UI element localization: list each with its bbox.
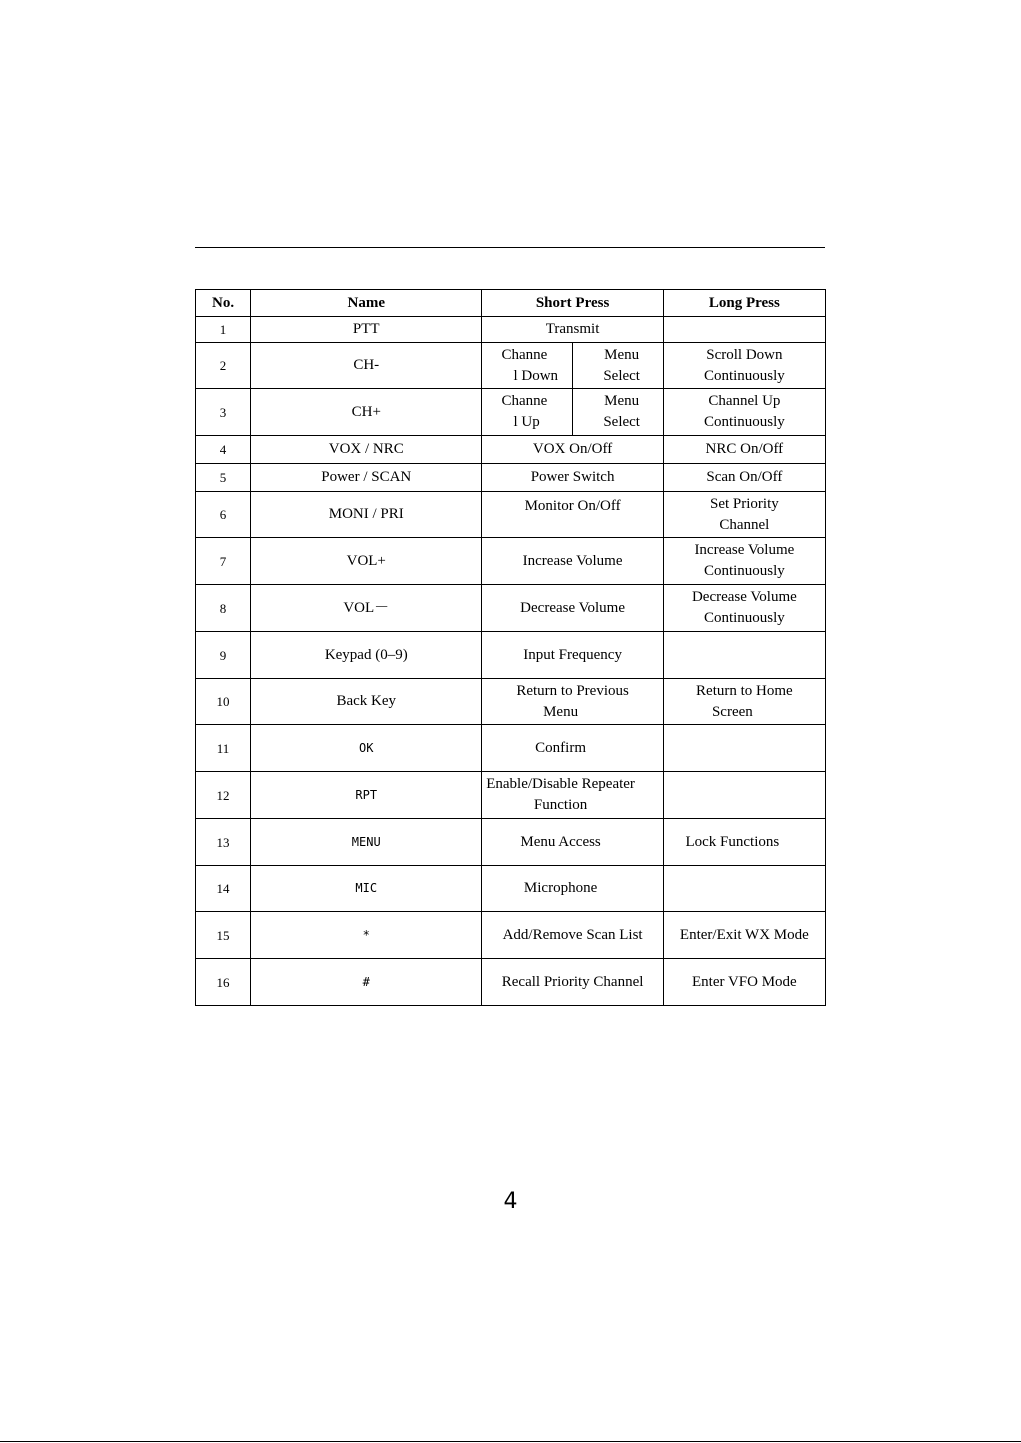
row-short-press: Transmit bbox=[482, 317, 663, 343]
cell-line: Menu bbox=[604, 393, 640, 409]
cell-line: l Down bbox=[513, 367, 559, 384]
row-long-press bbox=[663, 632, 825, 679]
cell-line: Return to Previous bbox=[516, 682, 629, 699]
table-row bbox=[196, 725, 826, 772]
table-row bbox=[196, 679, 826, 725]
row-short-press-b bbox=[572, 389, 663, 436]
cell-line: Channel bbox=[719, 516, 770, 533]
row-name: MONI / PRI bbox=[251, 492, 482, 538]
cell-line: Function bbox=[533, 797, 588, 813]
row-short-press: Confirm bbox=[482, 725, 663, 772]
row-short-press: Increase Volume bbox=[482, 538, 663, 585]
row-long-press bbox=[663, 866, 825, 912]
cell-line: Select bbox=[603, 414, 640, 430]
cell-line: Continuously bbox=[703, 414, 785, 430]
row-long-press bbox=[663, 389, 825, 436]
table-row bbox=[196, 866, 826, 912]
row-long-press bbox=[663, 492, 825, 538]
cell-line: Set Priority bbox=[709, 495, 779, 512]
row-name: CH+ bbox=[251, 389, 482, 436]
row-no: 10 bbox=[196, 679, 251, 725]
table-row bbox=[196, 492, 826, 538]
table-header-row bbox=[196, 290, 826, 317]
header-short-press: Short Press bbox=[482, 290, 663, 317]
row-short-press: Decrease Volume bbox=[482, 585, 663, 632]
footer-rule bbox=[0, 1441, 1021, 1442]
table-row bbox=[196, 632, 826, 679]
row-short-press: Microphone bbox=[482, 866, 663, 912]
row-long-press bbox=[663, 317, 825, 343]
key-function-table bbox=[195, 289, 826, 1006]
cell-line: Continuously bbox=[703, 367, 785, 384]
row-short-press-a bbox=[482, 343, 572, 389]
table-row bbox=[196, 389, 826, 436]
cell-line: Continuously bbox=[703, 563, 785, 579]
row-no: 13 bbox=[196, 819, 251, 866]
row-name: Back Key bbox=[251, 679, 482, 725]
cell-line: Continuously bbox=[703, 610, 785, 626]
row-short-press: Recall Priority Channel bbox=[482, 959, 663, 1006]
row-long-press bbox=[663, 679, 825, 725]
cell-line: Scroll Down bbox=[706, 346, 783, 363]
table-row bbox=[196, 912, 826, 959]
cell-line: Channe bbox=[501, 393, 548, 409]
table-row bbox=[196, 436, 826, 464]
row-short-press bbox=[482, 772, 663, 819]
header-long-press: Long Press bbox=[663, 290, 825, 317]
row-short-press bbox=[482, 679, 663, 725]
row-short-press: Menu Access bbox=[482, 819, 663, 866]
row-long-press: Lock Functions bbox=[663, 819, 825, 866]
row-no: 7 bbox=[196, 538, 251, 585]
cell-line: Channe bbox=[501, 346, 548, 363]
row-short-press: VOX On/Off bbox=[482, 436, 663, 464]
row-name: RPT bbox=[251, 772, 482, 819]
row-no: 6 bbox=[196, 492, 251, 538]
cell-line: l Up bbox=[513, 414, 540, 430]
row-long-press: NRC On/Off bbox=[663, 436, 825, 464]
row-name: MENU bbox=[251, 819, 482, 866]
row-no: 4 bbox=[196, 436, 251, 464]
row-no: 3 bbox=[196, 389, 251, 436]
page-number: 4 bbox=[503, 1189, 518, 1214]
header-rule bbox=[195, 247, 825, 248]
row-short-press: Add/Remove Scan List bbox=[482, 912, 663, 959]
row-long-press bbox=[663, 725, 825, 772]
cell-line: Enable/Disable Repeater bbox=[486, 776, 635, 792]
header-name: Name bbox=[251, 290, 482, 317]
row-no: 12 bbox=[196, 772, 251, 819]
row-name: Keypad (0–9) bbox=[251, 632, 482, 679]
row-no: 16 bbox=[196, 959, 251, 1006]
cell-line: Decrease Volume bbox=[691, 589, 797, 605]
cell-line: Increase Volume bbox=[694, 542, 795, 558]
row-name: VOL+ bbox=[251, 538, 482, 585]
row-long-press bbox=[663, 538, 825, 585]
row-name: CH- bbox=[251, 343, 482, 389]
cell-line: Menu bbox=[543, 703, 579, 720]
row-long-press bbox=[663, 772, 825, 819]
row-name: VOX / NRC bbox=[251, 436, 482, 464]
table-row bbox=[196, 959, 826, 1006]
row-no: 14 bbox=[196, 866, 251, 912]
table-row bbox=[196, 585, 826, 632]
row-name: MIC bbox=[251, 866, 482, 912]
table-row bbox=[196, 772, 826, 819]
row-long-press bbox=[663, 585, 825, 632]
row-long-press: Scan On/Off bbox=[663, 464, 825, 492]
cell-line: Channel Up bbox=[708, 393, 781, 409]
row-short-press: Input Frequency bbox=[482, 632, 663, 679]
row-name: Power / SCAN bbox=[251, 464, 482, 492]
row-name: VOL－ bbox=[251, 585, 482, 632]
row-long-press: Enter VFO Mode bbox=[663, 959, 825, 1006]
cell-line: Return to Home bbox=[696, 682, 793, 699]
row-short-press-b bbox=[572, 343, 663, 389]
row-short-press-a bbox=[482, 389, 572, 436]
table-row bbox=[196, 464, 826, 492]
cell-line: Screen bbox=[711, 703, 753, 720]
row-no: 2 bbox=[196, 343, 251, 389]
cell-line: Menu bbox=[604, 346, 640, 363]
row-name: OK bbox=[251, 725, 482, 772]
row-no: 11 bbox=[196, 725, 251, 772]
row-long-press bbox=[663, 343, 825, 389]
row-no: 9 bbox=[196, 632, 251, 679]
table-row bbox=[196, 317, 826, 343]
table-row bbox=[196, 343, 826, 389]
row-no: 1 bbox=[196, 317, 251, 343]
row-short-press: Power Switch bbox=[482, 464, 663, 492]
cell-line: Select bbox=[603, 367, 640, 384]
row-no: 15 bbox=[196, 912, 251, 959]
row-long-press: Enter/Exit WX Mode bbox=[663, 912, 825, 959]
row-no: 8 bbox=[196, 585, 251, 632]
table-row bbox=[196, 538, 826, 585]
row-short-press: Monitor On/Off bbox=[482, 492, 663, 538]
header-no: No. bbox=[196, 290, 251, 317]
row-name: PTT bbox=[251, 317, 482, 343]
row-name: # bbox=[251, 959, 482, 1006]
table-row bbox=[196, 819, 826, 866]
row-no: 5 bbox=[196, 464, 251, 492]
row-name: * bbox=[251, 912, 482, 959]
